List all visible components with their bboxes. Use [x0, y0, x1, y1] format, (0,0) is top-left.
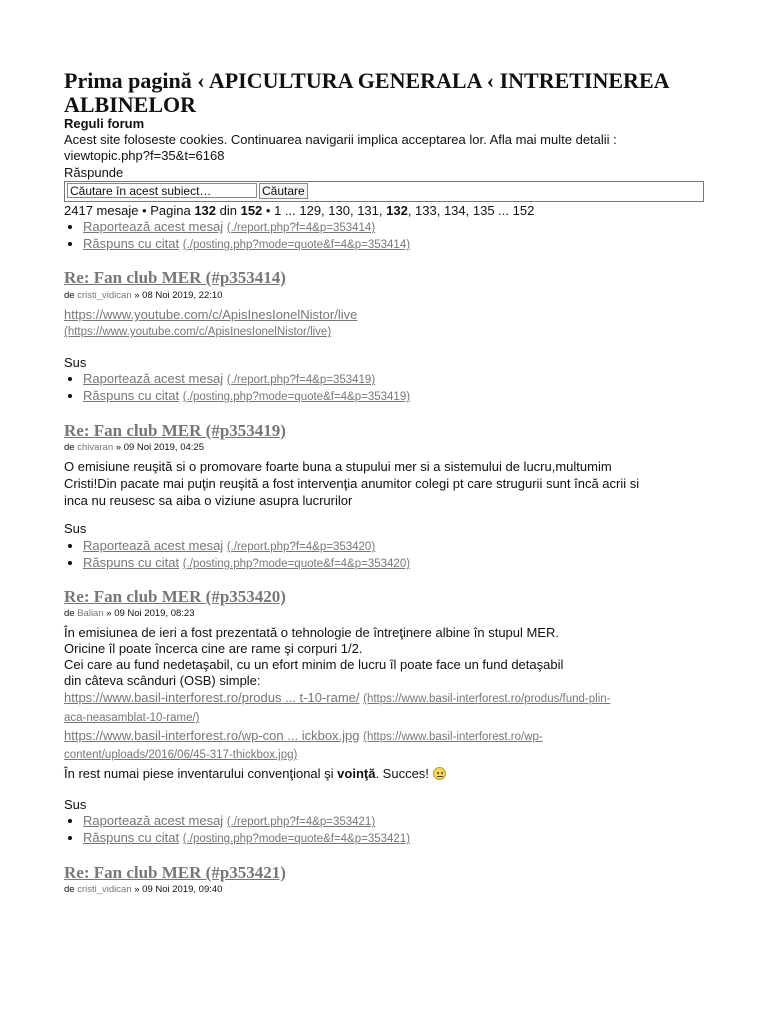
post-author[interactable]: cristi_vidican [77, 290, 132, 301]
report-url[interactable]: (./report.php?f=4&p=353420) [226, 541, 376, 553]
cookie-notice-url[interactable]: viewtopic.php?f=35&t=6168 [64, 148, 225, 163]
quote-link[interactable]: Răspuns cu citat [83, 555, 180, 570]
rules-link[interactable]: Reguli forum [64, 116, 145, 131]
total-pages: 152 [240, 203, 263, 218]
list-item [83, 830, 410, 847]
post-body-line: O emisiune reuşită si o promovare foarte buna a stupului mer si a sistemului de lucru,multumim [64, 459, 612, 474]
post-link[interactable]: https://www.basil-interforest.ro/wp-con ... ickbox.jpg [64, 728, 360, 743]
report-url[interactable]: (./report.php?f=4&p=353421) [226, 816, 376, 828]
post-author[interactable]: chivaran [77, 442, 114, 453]
report-url[interactable]: (./report.php?f=4&p=353414) [226, 222, 376, 234]
report-url[interactable]: (./report.php?f=4&p=353419) [226, 374, 376, 386]
quote-url[interactable]: (./posting.php?mode=quote&f=4&p=353421) [182, 833, 411, 845]
list-item [83, 538, 410, 555]
post-title[interactable]: Re: Fan club MER (#p353414) [64, 268, 286, 287]
post-actions [64, 813, 410, 847]
pagination: 2417 mesaje • Pagina 132 din 152 • 1 ... 129, 130, 131, 132, 133, 134, 135 ... 152 [64, 203, 535, 218]
page-links-after[interactable]: , 133, 134, 135 ... 152 [407, 203, 535, 218]
post-body-line: Oricine îl poate încerca cine are rame şi corpuri 1/2. [64, 641, 363, 656]
post-body-line: Cristi!Din pacate mai puţin reuşită a fost intervenţia anumitor colegi pt care strugurii sunt încă acrii si [64, 476, 640, 491]
post-body-line: În rest numai piese inventarului convenţional şi voinţă. Succes! [64, 766, 446, 782]
post-title[interactable]: Re: Fan club MER (#p353420) [64, 587, 286, 606]
smiley-icon [433, 767, 446, 780]
post-link[interactable]: https://www.basil-interforest.ro/produs ... t-10-rame/ [64, 690, 360, 705]
post-link[interactable]: https://www.youtube.com/c/ApisInesIonelNistor/live [64, 307, 358, 322]
report-link[interactable]: Raportează acest mesaj [83, 371, 224, 386]
report-link[interactable]: Raportează acest mesaj [83, 219, 224, 234]
post-body-line: din câteva scânduri (OSB) simple: [64, 673, 261, 688]
reply-link[interactable]: Răspunde [64, 165, 124, 180]
quote-link[interactable]: Răspuns cu citat [83, 830, 180, 845]
list-item [83, 236, 410, 253]
report-link[interactable]: Raportează acest mesaj [83, 813, 224, 828]
quote-url[interactable]: (./posting.php?mode=quote&f=4&p=353419) [182, 391, 411, 403]
cookie-notice: Acest site foloseste cookies. Continuarea navigarii implica acceptarea lor. Afla mai multe detalii : [64, 132, 617, 147]
post-body-line: În emisiunea de ieri a fost prezentată o tehnologie de întreţinere albine în stupul MER. [64, 625, 560, 640]
back-to-top-link[interactable]: Sus [64, 797, 87, 812]
quote-link[interactable]: Răspuns cu citat [83, 388, 180, 403]
quote-url[interactable]: (./posting.php?mode=quote&f=4&p=353414) [182, 239, 411, 251]
search-button[interactable]: Căutare [259, 183, 308, 199]
post-author[interactable]: Balian [77, 608, 104, 619]
current-page-count: 132 [194, 203, 217, 218]
quote-link[interactable]: Răspuns cu citat [83, 236, 180, 251]
list-item [83, 388, 410, 405]
post-actions [64, 371, 410, 405]
back-to-top-link[interactable]: Sus [64, 355, 87, 370]
post-link-url[interactable]: (https://www.basil-interforest.ro/produs/fund-plin- [363, 693, 611, 705]
post-body-line: inca nu reusesc sa aiba o viziune asupra lucrurilor [64, 493, 353, 508]
search-input[interactable] [67, 183, 257, 198]
post-title[interactable]: Re: Fan club MER (#p353421) [64, 863, 286, 882]
post-link-url[interactable]: (https://www.youtube.com/c/ApisInesIonelNistor/live) [64, 326, 332, 338]
top-actions [64, 219, 410, 253]
list-item [83, 219, 410, 236]
post-title[interactable]: Re: Fan club MER (#p353419) [64, 421, 286, 440]
report-link[interactable]: Raportează acest mesaj [83, 538, 224, 553]
page-links-before[interactable]: • 1 ... 129, 130, 131, [262, 203, 387, 218]
list-item [83, 555, 410, 572]
post-link-url[interactable]: content/uploads/2016/06/45-317-thickbox.jpg) [64, 749, 298, 761]
search-form [64, 181, 704, 202]
post-byline: de cristi_vidican » 08 Noi 2019, 22:10 [64, 290, 223, 301]
post-byline: de Balian » 09 Noi 2019, 08:23 [64, 608, 195, 619]
list-item [83, 371, 410, 388]
post-author[interactable]: cristi_vidican [77, 884, 132, 895]
post-actions [64, 538, 410, 572]
post-byline: de chivaran » 09 Noi 2019, 04:25 [64, 442, 204, 453]
list-item [83, 813, 410, 830]
post-link-url[interactable]: aca-neasamblat-10-rame/) [64, 712, 200, 724]
post-link-url[interactable]: (https://www.basil-interforest.ro/wp- [363, 731, 543, 743]
page-current: 132 [386, 203, 408, 218]
quote-url[interactable]: (./posting.php?mode=quote&f=4&p=353420) [182, 558, 411, 570]
page-title[interactable]: Prima pagină ‹ APICULTURA GENERALA ‹ INTRETINEREA ALBINELOR [64, 68, 669, 117]
post-body-line: Cei care au fund nedetaşabil, cu un efort minim de lucru îl poate face un fund detaşabil [64, 657, 564, 672]
post-byline: de cristi_vidican » 09 Noi 2019, 09:40 [64, 884, 223, 895]
back-to-top-link[interactable]: Sus [64, 521, 87, 536]
